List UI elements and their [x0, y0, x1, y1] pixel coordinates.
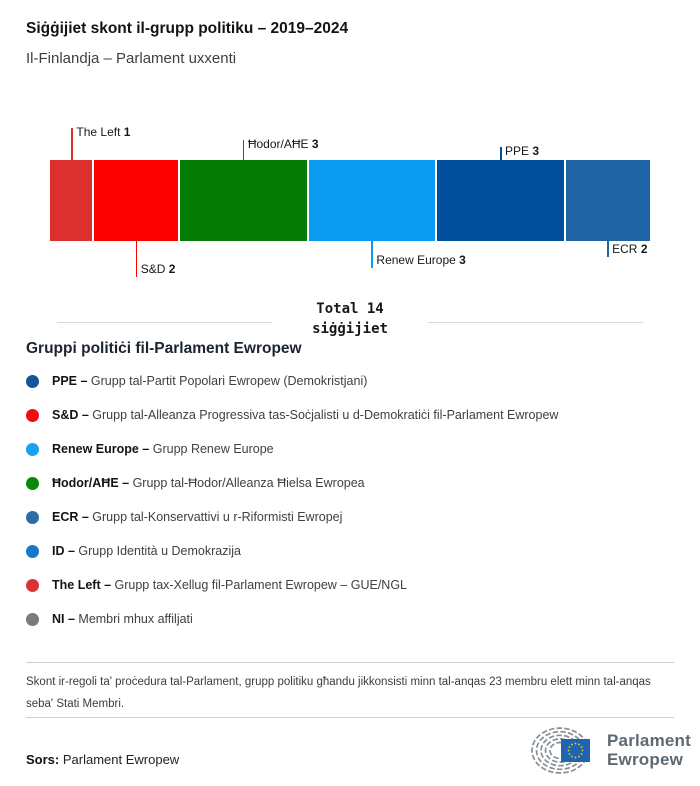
source-line	[26, 752, 179, 767]
callout-line--odor-a-e	[243, 140, 245, 160]
ep-logo-line1: Parlament	[607, 731, 692, 750]
legend-item-text: Ħodor/AĦE – Grupp tal-Ħodor/Alleanza Ħielsa Ewropea	[52, 476, 365, 490]
bar-segment-ppe[interactable]	[437, 160, 563, 241]
legend-item-text: NI – Membri mhux affiljati	[52, 612, 193, 626]
legend-dot-icon	[26, 477, 39, 490]
total-line2: siġġijiet	[312, 321, 388, 337]
bar-segment--odor-a-e[interactable]	[180, 160, 306, 241]
source-label: Sors:	[26, 752, 60, 767]
callout-label-s-d: S&D 2	[140, 262, 176, 276]
callout-label-the-left: The Left 1	[76, 125, 131, 139]
ep-hemicycle-icon	[520, 721, 598, 779]
callout-label-ppe: PPE 3	[505, 144, 540, 158]
seat-chart	[0, 118, 700, 290]
legend-item-text: S&D – Grupp tal-Alleanza Progressiva tas-Soċjalisti u d-Demokratiċi fil-Parlament Ewropew	[52, 408, 559, 422]
ep-logo-line2: Ewropew	[607, 750, 684, 769]
legend-dot-icon	[26, 409, 39, 422]
legend-item-text: The Left – Grupp tax-Xellug fil-Parlament Ewropew – GUE/NGL	[52, 578, 407, 592]
callout-line-renew-europe	[371, 241, 373, 268]
legend-list	[26, 364, 686, 636]
legend-item-text: PPE – Grupp tal-Partit Popolari Ewropew (Demokristjani)	[52, 374, 368, 388]
legend-dot-icon	[26, 375, 39, 388]
legend-heading: Gruppi politiċi fil-Parlament Ewropew	[26, 340, 302, 357]
bar-segment-the-left[interactable]	[50, 160, 92, 241]
total-line1: Total 14	[316, 301, 384, 317]
callout-line-ppe	[500, 147, 502, 160]
page-title: Siġġijiet skont il-grupp politiku – 2019–2024	[26, 20, 349, 37]
callout-label-renew-europe: Renew Europe 3	[376, 253, 466, 267]
legend-item-ecr	[26, 500, 686, 534]
bar-segment-s-d[interactable]	[94, 160, 178, 241]
seat-bar	[50, 160, 650, 241]
source-value: Parlament Ewropew	[62, 752, 180, 767]
legend-item-ni	[26, 602, 686, 636]
footnote-divider-bottom	[26, 717, 674, 718]
legend-dot-icon	[26, 613, 39, 626]
legend-item-id	[26, 534, 686, 568]
callout-line-ecr	[607, 241, 609, 257]
callout-label-ecr: ECR 2	[612, 242, 648, 256]
legend-dot-icon	[26, 579, 39, 592]
footnote-divider-top	[26, 662, 674, 663]
legend-item-the-left	[26, 568, 686, 602]
callout-line-s-d	[136, 241, 138, 277]
legend-item-renew-europe	[26, 432, 686, 466]
legend-item-ppe	[26, 364, 686, 398]
legend-dot-icon	[26, 511, 39, 524]
legend-item-text: ID – Grupp Identità u Demokrazija	[52, 544, 241, 558]
legend-dot-icon	[26, 545, 39, 558]
legend-item--odor-a-e	[26, 466, 686, 500]
ep-logo-text	[607, 731, 691, 769]
legend-item-s-d	[26, 398, 686, 432]
legend-dot-icon	[26, 443, 39, 456]
bar-segment-ecr[interactable]	[566, 160, 650, 241]
footnote: Skont ir-regoli ta' proċedura tal-Parlament, grupp politiku għandu jikkonsisti minn tal-anqas 23 membru elett minn tal-anqas seba' Stati Membri.	[26, 676, 651, 710]
legend-item-text: Renew Europe – Grupp Renew Europe	[52, 442, 274, 456]
total-seats-label	[0, 299, 700, 339]
callout-label--odor-a-e: Ħodor/AĦE 3	[247, 137, 319, 151]
ep-logo	[520, 721, 691, 779]
legend-item-text: ECR – Grupp tal-Konservattivi u r-Riformisti Ewropej	[52, 510, 343, 524]
bar-segment-renew-europe[interactable]	[309, 160, 435, 241]
page-subtitle: Il-Finlandja – Parlament uxxenti	[26, 50, 237, 67]
callout-line-the-left	[71, 128, 73, 160]
